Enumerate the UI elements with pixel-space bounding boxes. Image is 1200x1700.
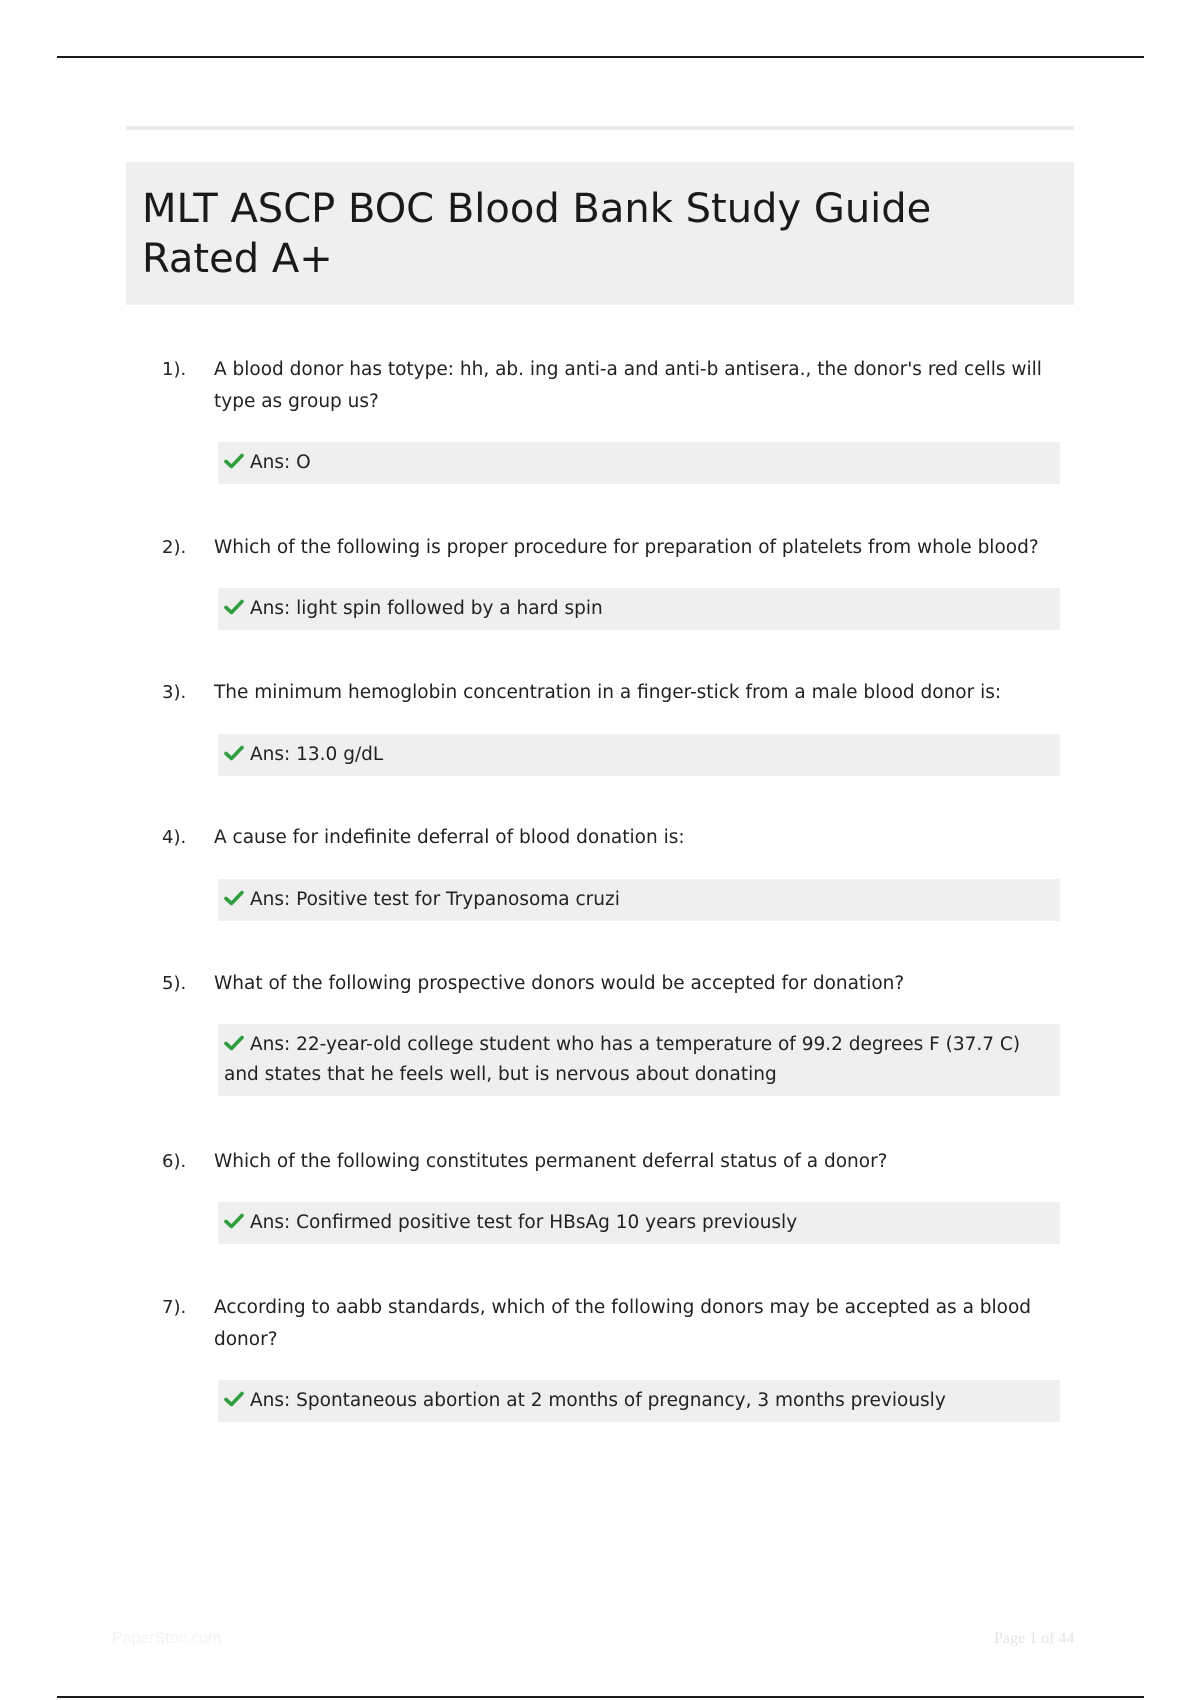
header-divider	[126, 126, 1074, 130]
question-number: 5).	[162, 973, 187, 994]
answer-text: Ans: Spontaneous abortion at 2 months of pregnancy, 3 months previously	[250, 1390, 946, 1411]
bottom-rule	[57, 1696, 1144, 1698]
check-icon	[224, 1391, 244, 1407]
question-text: Which of the following constitutes permanent deferral status of a donor?	[214, 1151, 888, 1172]
title-banner	[126, 162, 1074, 305]
answer-text: Ans: 13.0 g/dL	[250, 744, 384, 765]
question-text: The minimum hemoglobin concentration in a finger-stick from a male blood donor is:	[214, 682, 1002, 703]
answer-box	[218, 879, 1060, 921]
answer-box	[218, 1380, 1060, 1422]
page-number: Page 1 of 44	[994, 1630, 1075, 1647]
answer-box	[218, 588, 1060, 630]
check-icon	[224, 1213, 244, 1229]
question-text: A cause for indefinite deferral of blood donation is:	[214, 827, 685, 848]
page-title: MLT ASCP BOC Blood Bank Study Guide Rated A+	[142, 186, 932, 282]
check-icon	[224, 599, 244, 615]
answer-text: Ans: Confirmed positive test for HBsAg 10 years previously	[250, 1212, 798, 1233]
check-icon	[224, 745, 244, 761]
answer-box	[218, 1024, 1060, 1096]
question-number: 1).	[162, 359, 187, 380]
answer-text: Ans: 22-year-old college student who has a temperature of 99.2 degrees F (37.7 C) and states that he feels well, but is nervous about donating	[224, 1034, 1021, 1085]
question-text: What of the following prospective donors would be accepted for donation?	[214, 973, 905, 994]
question-number: 4).	[162, 827, 187, 848]
question-text: A blood donor has totype: hh, ab. ing anti-a and anti-b antisera., the donor's red cells will type as group us?	[214, 359, 1042, 412]
question-number: 2).	[162, 537, 187, 558]
question-text: Which of the following is proper procedure for preparation of platelets from whole blood?	[214, 537, 1039, 558]
answer-box	[218, 442, 1060, 484]
question-number: 7).	[162, 1297, 187, 1318]
question-text: According to aabb standards, which of the following donors may be accepted as a blood donor?	[214, 1297, 1032, 1350]
check-icon	[224, 453, 244, 469]
question-number: 3).	[162, 682, 187, 703]
check-icon	[224, 1035, 244, 1051]
answer-text: Ans: Positive test for Trypanosoma cruzi	[250, 889, 620, 910]
answer-text: Ans: light spin followed by a hard spin	[250, 598, 603, 619]
check-icon	[224, 890, 244, 906]
answer-box	[218, 1202, 1060, 1244]
footer-watermark: PaperStoc.com	[112, 1630, 222, 1647]
question-number: 6).	[162, 1151, 187, 1172]
answer-text: Ans: O	[250, 452, 311, 473]
top-rule	[57, 56, 1144, 58]
answer-box	[218, 734, 1060, 776]
